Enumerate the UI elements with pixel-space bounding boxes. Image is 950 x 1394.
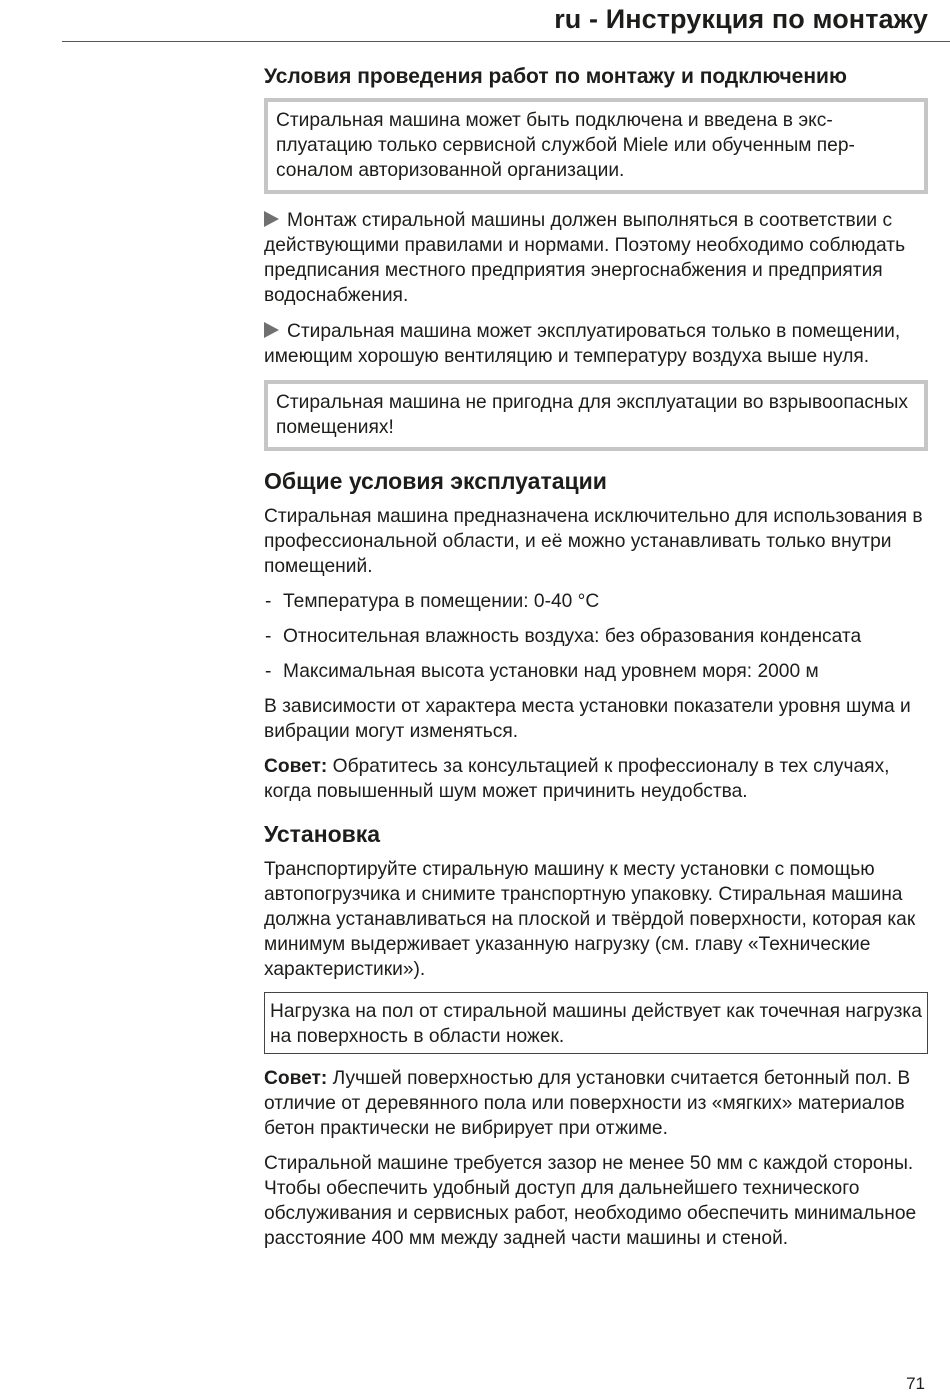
instruction-bullet-regulations: [264, 208, 928, 308]
paragraph-intended-use: Стиральная машина предназначена исключительно для использования в профессиональной области, и её можно устанавливать только внутри помещений.: [264, 506, 923, 577]
warning-box-authorized-service: Стиральная машина может быть подключена и введена в эксплуатацию только сервисной службой Miele или обученным персоналом авторизованной организации.: [264, 98, 928, 194]
page-header-title: ru - Инструкция по монтажу: [554, 4, 928, 34]
tip-paragraph-surface: [264, 1066, 928, 1141]
note-box-floor-load: Нагрузка на пол от стиральной машины действует как точечная нагрузка на поверхность в области ножек.: [264, 992, 928, 1054]
list-dash: -: [265, 626, 272, 647]
paragraph-noise-vibration: В зависимости от характера места установки показатели уровня шума и вибрации могут изменяться.: [264, 696, 911, 742]
paragraph-clearance: Стиральной машине требуется зазор не менее 50 мм с каждой стороны. Чтобы обеспечить удобный доступ для дальнейшего технического обслуживания и сервисных работ, необходимо обеспечить минимальное расстояние 400 мм между задней части машины и стеной.: [264, 1153, 917, 1249]
arrow-right-icon: [264, 211, 279, 227]
list-item: [264, 659, 928, 684]
paragraph-transport: Транспортируйте стиральную машину к месту установки с помощью автопогрузчика и снимите транспортную упаковку. Стиральная машина должна устанавливаться на плоской и твёрдой поверхности, которая как минимум выдерживает указанную нагрузку (см. главу «Технические характеристики»).: [264, 859, 916, 980]
page-content: [264, 64, 928, 1261]
header-divider: [62, 41, 950, 42]
tip-text: Лучшей поверхностью для установки считается бетонный пол. В отличие от деревянного пола или поверхности из «мягких» материалов бетон практически не вибрирует при отжиме.: [264, 1068, 911, 1139]
list-item-text: Температура в помещении: 0-40 °C: [283, 591, 600, 612]
section-heading-operating-conditions: Общие условия эксплуатации: [264, 468, 607, 494]
section-heading-installation: Установка: [264, 821, 381, 847]
warning-box-explosive-areas: Стиральная машина не пригодна для эксплуатации во взрывоопасных помещениях!: [264, 380, 928, 451]
list-dash: -: [265, 591, 272, 612]
list-item-text: Относительная влажность воздуха: без образования конденсата: [283, 626, 862, 647]
list-item: [264, 624, 928, 649]
tip-label: Совет:: [264, 756, 328, 777]
section-heading-installation-conditions: Условия проведения работ по монтажу и подключению: [264, 65, 847, 88]
tip-label: Совет:: [264, 1068, 328, 1089]
list-item: [264, 589, 928, 614]
conditions-list: [264, 589, 928, 684]
tip-text: Обратитесь за консультацией к профессионалу в тех случаях, когда повышенный шум может причинить неудобства.: [264, 756, 890, 802]
instruction-text: Монтаж стиральной машины должен выполняться в соответствии с действующими правилами и нормами. Поэтому необходимо соблюдать предписания местного предприятия энергоснабжения и предприятия водоснабжения.: [264, 210, 906, 306]
instruction-text: Стиральная машина может эксплуатироваться только в помещении, имеющим хорошую вентиляцию и температуру воздуха выше нуля.: [264, 321, 901, 367]
instruction-bullet-ventilation: [264, 319, 928, 369]
tip-paragraph-noise: [264, 754, 928, 804]
page-number: 71: [906, 1374, 925, 1393]
list-item-text: Максимальная высота установки над уровнем моря: 2000 м: [283, 661, 819, 682]
list-dash: -: [265, 661, 272, 682]
arrow-right-icon: [264, 322, 279, 338]
